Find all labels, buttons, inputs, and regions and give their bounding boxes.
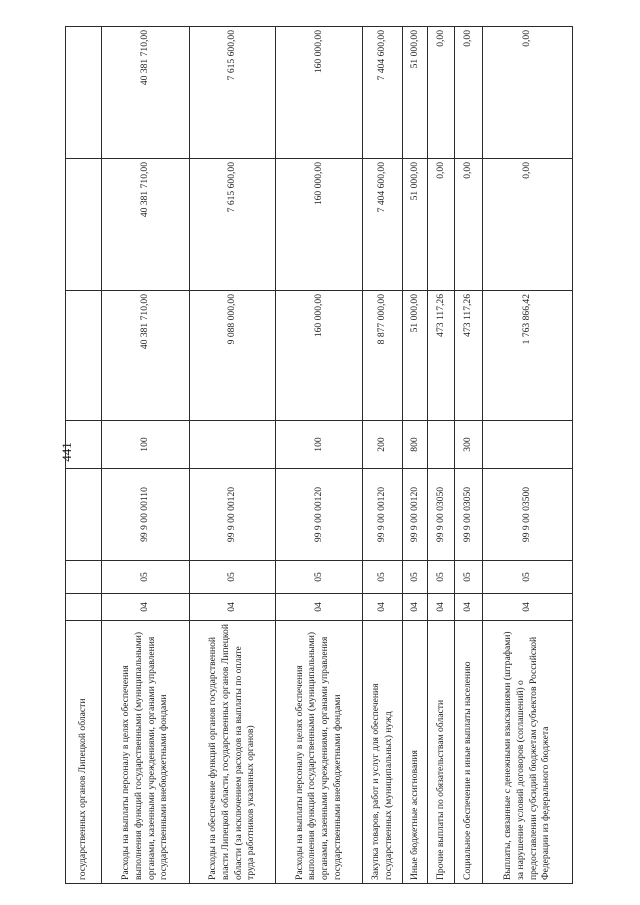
row-subsection-code: 05	[403, 561, 428, 594]
row-amount-3: 160 000,00	[276, 27, 363, 159]
row-amount-2: 0,00	[455, 159, 483, 291]
row-name: Выплаты, связанные с денежными взысканиями (штрафами) за нарушение условий договоров (соглашений) о предоставлении субсидий бюджетам субъектов Российской Федерации из федерального бюджета	[483, 621, 573, 884]
row-subsection-code: 05	[363, 561, 403, 594]
row-amount-2: 40 381 710,00	[102, 159, 190, 291]
row-expense-type: 800	[403, 421, 428, 469]
table-row	[403, 27, 428, 884]
row-expense-type	[66, 421, 102, 469]
row-amount-1: 160 000,00	[276, 291, 363, 421]
row-subsection-code	[66, 561, 102, 594]
row-amount-2: 160 000,00	[276, 159, 363, 291]
row-target-article: 99 9 00 00120	[363, 469, 403, 561]
row-section-code: 04	[276, 594, 363, 621]
row-section-code: 04	[483, 594, 573, 621]
row-expense-type	[428, 421, 455, 469]
row-amount-3: 0,00	[455, 27, 483, 159]
row-subsection-code: 05	[276, 561, 363, 594]
row-target-article: 99 9 00 03050	[428, 469, 455, 561]
row-amount-3: 0,00	[428, 27, 455, 159]
table-row	[66, 27, 102, 884]
row-expense-type: 200	[363, 421, 403, 469]
row-name: Закупка товаров, работ и услуг для обеспечения государственных (муниципальных) нужд	[363, 621, 403, 884]
row-expense-type: 100	[276, 421, 363, 469]
row-amount-2: 51 000,00	[403, 159, 428, 291]
table-row	[455, 27, 483, 884]
row-name: Иные бюджетные ассигнования	[403, 621, 428, 884]
row-name: государственных органов Липецкой области	[66, 621, 102, 884]
row-section-code: 04	[102, 594, 190, 621]
row-section-code: 04	[455, 594, 483, 621]
row-name: Расходы на выплаты персоналу в целях обеспечения выполнения функций государственными (муниципальными) органами, казенными учреждениями, органами управления государственными внебюджетными фондами	[276, 621, 363, 884]
row-amount-3	[66, 27, 102, 159]
table-row	[276, 27, 363, 884]
row-amount-1: 40 381 710,00	[102, 291, 190, 421]
table-row	[428, 27, 455, 884]
row-name: Социальное обеспечение и иные выплаты населению	[455, 621, 483, 884]
row-amount-1	[66, 291, 102, 421]
budget-table	[65, 26, 573, 884]
row-amount-1: 473 117,26	[455, 291, 483, 421]
row-section-code: 04	[363, 594, 403, 621]
row-name: Расходы на выплаты персоналу в целях обеспечения выполнения функций государственными (муниципальными) органами, казенными учреждениями, органами управления государственными внебюджетными фондами	[102, 621, 190, 884]
row-amount-3: 7 404 600,00	[363, 27, 403, 159]
row-amount-2	[66, 159, 102, 291]
table-row	[102, 27, 190, 884]
row-section-code	[66, 594, 102, 621]
row-target-article: 99 9 00 00120	[190, 469, 276, 561]
row-section-code: 04	[403, 594, 428, 621]
row-target-article: 99 9 00 00110	[102, 469, 190, 561]
row-subsection-code: 05	[455, 561, 483, 594]
row-amount-3: 40 381 710,00	[102, 27, 190, 159]
row-name: Прочие выплаты по обязательствам области	[428, 621, 455, 884]
row-subsection-code: 05	[190, 561, 276, 594]
row-amount-1: 1 763 866,42	[483, 291, 573, 421]
row-expense-type	[483, 421, 573, 469]
row-target-article	[66, 469, 102, 561]
row-amount-3: 51 000,00	[403, 27, 428, 159]
rotated-table-container	[65, 27, 572, 884]
row-amount-3: 7 615 600,00	[190, 27, 276, 159]
row-target-article: 99 9 00 03050	[455, 469, 483, 561]
table-row	[190, 27, 276, 884]
row-subsection-code: 05	[428, 561, 455, 594]
row-amount-1: 51 000,00	[403, 291, 428, 421]
row-expense-type: 300	[455, 421, 483, 469]
row-expense-type	[190, 421, 276, 469]
page-number: 441	[59, 442, 74, 462]
row-amount-2: 7 615 600,00	[190, 159, 276, 291]
row-amount-1: 9 088 000,00	[190, 291, 276, 421]
row-target-article: 99 9 00 00120	[276, 469, 363, 561]
row-amount-1: 473 117,26	[428, 291, 455, 421]
row-expense-type: 100	[102, 421, 190, 469]
row-subsection-code: 05	[483, 561, 573, 594]
row-section-code: 04	[190, 594, 276, 621]
row-target-article: 99 9 00 00120	[403, 469, 428, 561]
table-row	[363, 27, 403, 884]
row-amount-1: 8 877 000,00	[363, 291, 403, 421]
row-amount-2: 0,00	[483, 159, 573, 291]
row-amount-2: 7 404 600,00	[363, 159, 403, 291]
table-row	[483, 27, 573, 884]
row-subsection-code: 05	[102, 561, 190, 594]
row-target-article: 99 9 00 03500	[483, 469, 573, 561]
row-amount-3: 0,00	[483, 27, 573, 159]
row-name: Расходы на обеспечение функций органов государственной власти Липецкой области, государственных органов Липецкой области (за исключением расходов на выплаты по оплате труда работников указанных органов)	[190, 621, 276, 884]
row-section-code: 04	[428, 594, 455, 621]
row-amount-2: 0,00	[428, 159, 455, 291]
